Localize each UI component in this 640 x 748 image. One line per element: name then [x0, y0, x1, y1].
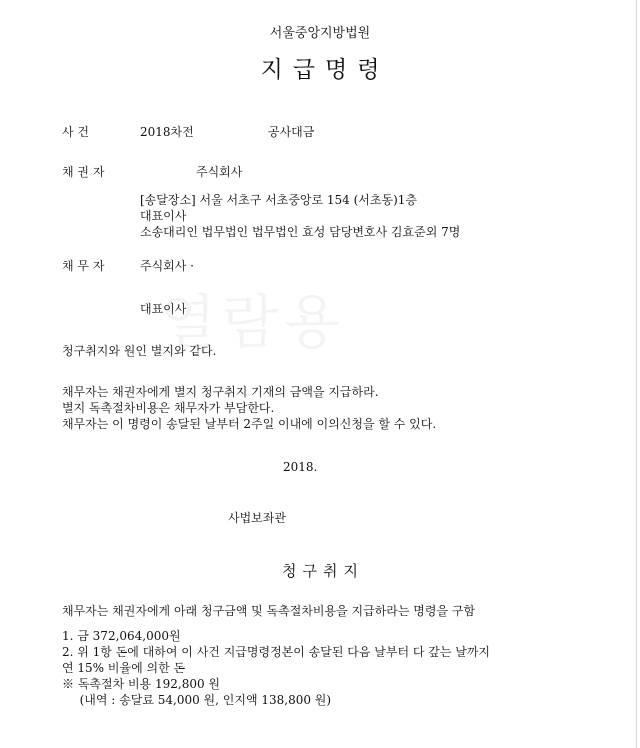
claim-item-2: 2. 위 1항 돈에 대하여 이 사건 지급명령정본이 송달된 다음 날부터 다 갚는 날까지 [62, 645, 491, 659]
case-number: 2018차전 [140, 125, 194, 139]
debtor-label: 채 무 자 [62, 259, 105, 273]
issue-date: 2018. [283, 460, 318, 474]
procedure-cost-breakdown: (내역 : 송달료 54,000 원, 인지액 138,800 원) [72, 693, 332, 707]
order-line-1: 채무자는 채권자에게 별지 청구취지 기재의 금액을 지급하라. [62, 385, 379, 399]
debtor-name: 주식회사 · [140, 259, 194, 273]
document-title: 지급명령 [260, 57, 390, 83]
claim-item-2-continued: 연 15% 비율에 의한 돈 [62, 661, 186, 675]
debtor-representative: 대표이사 [140, 302, 187, 316]
case-label: 사 건 [62, 125, 89, 139]
claim-item-1: 1. 금 372,064,000원 [62, 629, 181, 643]
creditor-label: 채 권 자 [62, 165, 105, 179]
case-name: 공사대금 [268, 125, 315, 139]
page-edge-divider [636, 0, 637, 748]
procedure-cost: ※ 독촉절차 비용 192,800 원 [62, 677, 221, 691]
creditor-name: 주식회사 [196, 165, 243, 179]
order-line-3: 채무자는 이 명령이 송달된 날부터 2주일 이내에 이의신청을 할 수 있다. [62, 417, 437, 431]
creditor-representative: 대표이사 [140, 209, 187, 223]
officer-title: 사법보좌관 [228, 511, 286, 525]
order-line-2: 별지 독촉절차비용은 채무자가 부담한다. [62, 401, 275, 415]
claim-intro: 채무자는 채권자에게 아래 청구금액 및 독촉절차비용을 지급하라는 명령을 구함 [62, 604, 476, 618]
court-name: 서울중앙지방법원 [269, 26, 371, 41]
claim-title: 청구취지 [282, 562, 364, 580]
creditor-service-address: [송달장소] 서울 서초구 서초중앙로 154 (서초동)1층 [140, 193, 417, 207]
creditor-attorney: 소송대리인 법무법인 법무법인 효성 담당변호사 김효준외 7명 [140, 225, 461, 239]
claim-reference: 청구취지와 원인 별지와 같다. [62, 344, 217, 358]
